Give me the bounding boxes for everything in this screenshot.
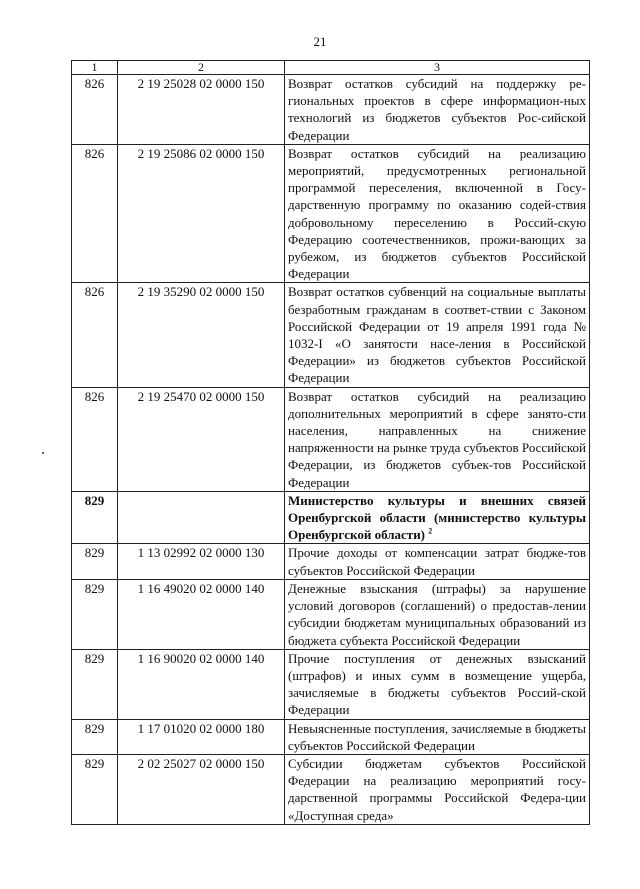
revenue-name-cell — [285, 579, 590, 649]
budget-code-cell: 1 17 01020 02 0000 180 — [118, 719, 285, 754]
budget-code-cell: 1 16 90020 02 0000 140 — [118, 649, 285, 719]
revenue-name-text: Прочие поступления от денежных взысканий (штрафов) и иных сумм в возмещение ущерба, зачисляемые в бюджеты субъектов Россий-ской Федерации — [288, 650, 586, 718]
table-row — [72, 544, 590, 579]
budget-code-cell: 2 19 25086 02 0000 150 — [118, 144, 285, 283]
revenue-name-text: Денежные взыскания (штрафы) за нарушение условий договоров (соглашений) о предостав-лении субсидии бюджетам муниципальных образований из бюджета субъекта Российской Федерации — [288, 580, 586, 648]
column-number-row — [72, 61, 590, 75]
footnote-marker: 2 — [428, 526, 433, 536]
revenue-name-text: Прочие доходы от компенсации затрат бюдже-тов субъектов Российской Федерации — [288, 545, 586, 578]
budget-code-cell: 1 13 02992 02 0000 130 — [118, 544, 285, 579]
revenue-name-cell — [285, 544, 590, 579]
revenue-name-cell — [285, 754, 590, 824]
revenue-name-cell — [285, 719, 590, 754]
revenue-name-cell — [285, 387, 590, 491]
revenue-name-text: Невыясненные поступления, зачисляемые в бюджеты субъектов Российской Федерации — [288, 720, 586, 753]
scan-speck — [42, 452, 44, 454]
admin-code-cell: 829 — [72, 649, 118, 719]
admin-code-cell: 829 — [72, 719, 118, 754]
budget-code-cell: 2 19 25470 02 0000 150 — [118, 387, 285, 491]
budget-code-cell: 2 19 35290 02 0000 150 — [118, 283, 285, 387]
admin-code-cell: 826 — [72, 283, 118, 387]
admin-code-cell: 829 — [72, 491, 118, 544]
table-row — [72, 649, 590, 719]
budget-code-cell: 2 02 25027 02 0000 150 — [118, 754, 285, 824]
budget-code-cell: 1 16 49020 02 0000 140 — [118, 579, 285, 649]
revenue-name-cell — [285, 491, 590, 544]
revenue-name-text: Возврат остатков субсидий на реализацию дополнительных мероприятий в сфере занято-сти населения, направленных на снижение напряженности на рынке труда субъектов Российской Федерации, из бюджетов субъек-тов Российской Федерации — [288, 388, 586, 490]
revenue-name-cell — [285, 283, 590, 387]
revenue-name-text: Возврат остатков субвенций на социальные выплаты безработным гражданам в соответ-ствии с Законом Российской Федерации от 19 апреля 1991 года № 1032-I «О занятости насе-ления в Российской Федерации» из бюджетов субъектов Российской Федерации — [288, 284, 586, 386]
table-row — [72, 719, 590, 754]
revenue-name-text: Министерство культуры и внешних связей Оренбургской области (министерство культуры Оренбургской области) — [288, 492, 586, 543]
revenue-name-text: Возврат остатков субсидий на поддержку ре-гиональных проектов в сфере информацион-ных технологий из бюджетов субъектов Рос-сийской Федерации — [288, 76, 586, 143]
admin-code-cell: 829 — [72, 754, 118, 824]
table-row — [72, 75, 590, 145]
table-row — [72, 579, 590, 649]
table-row — [72, 754, 590, 824]
revenue-name-cell — [285, 649, 590, 719]
table-row — [72, 283, 590, 387]
revenue-name-cell — [285, 144, 590, 283]
admin-code-cell: 826 — [72, 144, 118, 283]
page-number: 21 — [313, 34, 327, 49]
admin-code-cell: 829 — [72, 544, 118, 579]
revenue-name-text: Возврат остатков субсидий на реализацию мероприятий, предусмотренных региональной программой переселения, включенной в Госу-дарственную программу по оказанию содей-ствия добровольному переселению в Россий-скую Федерацию соотечественников, прожи-вающих за рубежом, из бюджетов субъектов Российской Федерации — [288, 145, 586, 282]
table-row — [72, 387, 590, 491]
column-header: 3 — [285, 61, 590, 75]
revenue-name-text: Субсидии бюджетам субъектов Российской Федерации на реализацию мероприятий госу-дарственной программы Российской Федера-ции «Доступная среда» — [288, 755, 586, 823]
revenue-classification-table — [71, 60, 590, 825]
budget-code-cell: 2 19 25028 02 0000 150 — [118, 75, 285, 145]
admin-code-cell: 826 — [72, 387, 118, 491]
column-header: 1 — [72, 61, 118, 75]
admin-code-cell: 829 — [72, 579, 118, 649]
admin-code-cell: 826 — [72, 75, 118, 145]
table-row — [72, 144, 590, 283]
revenue-name-cell — [285, 75, 590, 145]
table-row — [72, 491, 590, 544]
column-header: 2 — [118, 61, 285, 75]
budget-code-cell — [118, 491, 285, 544]
